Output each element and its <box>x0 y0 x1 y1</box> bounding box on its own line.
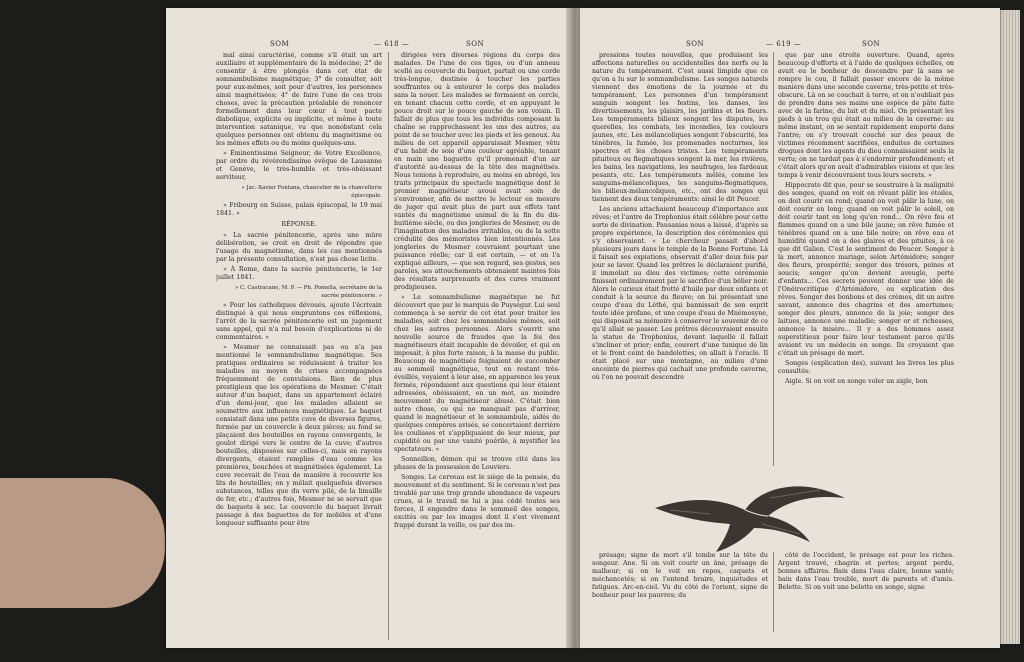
paragraph: » Éminentissime Seigneur, de Votre Excellence, par ordre du révérendissime évêque de Lausanne et Genève, le très-humble et très-obéissant serviteur, <box>216 150 382 181</box>
column-rule <box>388 52 389 640</box>
left-column-1 <box>216 52 382 640</box>
entry-songes: Songes. Le cerveau est le siège de la pensée, du mouvement et du sentiment. Si le cerveau n'est pas troublé par une trop grande abondance de vapeurs crues, si le travail ne lui a pas cédé toutes ses forces, il engendre dans le sommeil des songes, excités ou par les images dont il s'est vivement frappé durant la veille, ou par des im- <box>394 474 560 529</box>
paragraph: « Pour les catholiques dévoués, ajoute l'écrivain distingué à qui nous empruntons ces réflexions, l'arrêt de la sacrée pénitencerie est un jugement sans appel, qui n'a nul besoin d'explications ni de commentaires. » <box>216 302 382 341</box>
paragraph: présage; signe de mort s'il tombe sur la tête du songeur. Ane. Si on voit courir un âne, présage de malheur; si on le voit en repos, caquets et méchancetés; si on l'entend braire, inquiétudes et fatigues. Arc-en-ciel. Vu du côté de l'orient, signe de bonheur pour les pauvres; du <box>592 552 768 599</box>
paragraph: Les anciens attachaient beaucoup d'importance aux rêves; et l'antre de Trophonius était célèbre pour cette sorte de divination. Pausanias nous a laissé, d'après sa propre expérience, la description des cérémonies qui s'y observaient. « Le chercheur passait d'abord plusieurs jours dans le temple de la Bonne Fortune. Là il faisait ses expiations, observait d'aller deux fois par jour se laver. Quand les prêtres le déclaraient purifié, il immolait au dieu des victimes; cette cérémonie finissait ordinairement par le sacrifice d'un bélier noir. Alors le curieux était frotté d'huile par deux enfants et conduit à la source du fleuve; on lui présentait une coupe d'eau du Léthé, qui bannissait de son esprit toute idée profane, et une coupe d'eau de Mnémosyne, qui disposait sa mémoire à conserver le souvenir de ce qu'il allait se passer. Les prêtres découvraient ensuite la statue de Trophonius, devant laquelle il fallait s'incliner et prier; enfin, couvert d'une tunique de lin et le front ceint de bandelettes, on allait à l'oracle. Il était placé sur une montagne, au milieu d'une enceinte de pierres qui cachait une profonde caverne, où l'on ne pouvait descendre <box>592 206 768 381</box>
paragraph: que par une étroite ouverture. Quand, après beaucoup d'efforts et à l'aide de quelques échelles, on avait eu le bonheur de descendre par là sans se rompre le cou, il fallait passer encore de la même manière dans une seconde caverne, très-petite et très-obscure. Là on se couchait à terre, et on n'oubliait pas de prendre dans ses mains une espèce de pâte faite avec de la farine, du lait et du miel. On présentait les pieds à un trou qui était au milieu de la caverne: au même instant, on se sentait rapidement emporté dans l'antre; on s'y trouvait couché sur des peaux de victimes récemment sacrifiées, enduites de certaines drogues dont les agents du dieu connaissaient seuls la vertu; on ne tardait pas à s'endormir profondément; et c'était alors qu'on avait d'admirables visions et que les temps à venir découvraient tous leurs secrets. » <box>778 52 954 179</box>
signature-line: » Jac.-Xavier Fontana, chancelier de la chancellerie épiscopale. <box>241 185 382 199</box>
right-running-head-left: SON <box>686 40 705 48</box>
eagle-illustration <box>650 468 850 556</box>
left-running-head-right: SON <box>466 40 485 48</box>
paragraph: » Mesmer ne connaissait pas ou n'a pas mentionné le somnambulisme magnétique. Ses pratiques ordinaires se réduisaient à traiter les maladies au moyen de crises accompagnées fréquemment de convulsions. Rien de plus prestigieux que les opérations de Mesmer. C'était autour d'un baquet, dans un appartement éclairé d'un demi-jour, que les malades allaient se soumettre aux influences magnétiques. Le baquet consistait dans une petite cuve de diverses figures, fermée par un couvercle à deux pièces; au fond se plaçaient des bouteilles en rayons convergents, le goulot dirigé vers le centre de la cuve; d'autres bouteilles, disposées sur celles-ci, mais en rayons divergents, étaient remplies d'eau comme les premières, bouchées et magnétisées également. La cuve recevait de l'eau de manière à recouvrir les lits de bouteilles; on y mêlait quelquefois diverses substances, telles que du verre pilé, de la limaille de fer, etc.; d'autres fois, Mesmer ne se servait que de baquets à sec. Le couvercle du baquet livrait passage à des baguettes de fer mobiles et d'une longueur suffisante pour être <box>216 344 382 527</box>
left-column-2 <box>394 52 560 640</box>
column-rule <box>773 552 774 632</box>
page-edges <box>998 10 1020 644</box>
signature-line: » C. Castracane, M. P. — Ph. Pomella, secrétaire de la sacrée pénitencerie. » <box>235 285 382 299</box>
paragraph: » Le somnambulisme magnétique ne fut découvert que par le marquis de Puységur. Lui seul commença à se servir de cet état pour traiter les maladies, soit chez les somnambules mêmes, soit chez les autres personnes. Alors s'ouvrit une nouvelle source de fraudes que la foi des magnétiseurs était incapable de dévoiler, et qui en imposait, à plus forte raison, à la masse du public. Beaucoup de magnétisés feignaient de succomber au sommeil magnétique, tout en restant très-éveillés, voyaient à leur aise, en apparence les yeux fermés, répondaient aux questions qui leur étaient adressées, obéissaient, en un mot, au moindre mouvement du magnétiseur abusé. C'était bien autre chose, ce qui ne manquait pas d'arriver, quand le magnétiseur et le somnambule, aidés de quelques compères avisés, se concertaient derrière les coulisses et s'appliquaient de leur mieux, par cupidité ou par une vanité puérile, à mystifier les spectateurs. » <box>394 294 560 453</box>
right-page-number: — 619 — <box>766 40 802 48</box>
entry-sonneillon: Sonneillon, démon qui se trouve cité dans les phases de la possession de Louviers. <box>394 456 560 471</box>
paragraph: côté de l'occident, le présage est pour les riches. Argent trouvé, chagrin et pertes; argent perdu, bonnes affaires. Bain dans l'eau claire, bonne santé; bain dans l'eau trouble, mort de parents et d'amis. Belette. Si on voit une belette en songe, signe <box>778 552 954 591</box>
paragraph: pressions toutes nouvelles, que produisent les affections naturelles ou accidentelles des nerfs ou la nature du tempérament. C'est aussi limpide que ce qu'on a lu sur le somnambulisme. Les songes naturels viennent des émotions de la journée et du tempérament. Les personnes d'un tempérament sanguin songent les festins, les danses, les divertissements, les plaisirs, les jardins et les fleurs. Les tempéraments bilieux songent les disputes, les querelles, les combats, les incendies, les couleurs jaunes, etc. Les mélancoliques songent l'obscurité, les ténèbres, la fumée, les promenades nocturnes, les spectres et les choses tristes. Les tempéraments pituiteux ou flegmatiques songent la mer, les rivières, les bains, les navigations, les naufrages, les fardeaux pesants, etc. Les tempéraments mêlés, comme les sanguins-mélancoliques, les sanguins-flegmatiques, les bilieux-mélancoliques, etc., ont des songes qui tiennent des deux tempéraments: ainsi le dit Peucer. <box>592 52 768 203</box>
paragraph: Hippocrate dit que, pour se soustraire à la malignité des songes, quand on voit en rêvant pâlir les étoiles, on doit courir en rond; quand on voit pâlir la lune, on doit courir en long; quand on voit pâlir le soleil, on doit courir tant en long qu'en rond... On rêve feu et flammes quand on a une bile jaune; on rêve fumée et ténèbres quand on a une bile noire; on rêve eau et humidité quand on a des glaires et des pituites, à ce que dit Galien. C'est le sentiment de Peucer. Songer à la mort, annonce mariage, selon Artémidore; songer des fleurs, prospérité; songer des trésors, peines et soucis; songer qu'on devient aveugle, perte d'enfants... Ces secrets peuvent donner une idée de l'Onéirocritique d'Artémidore, ou explication des rêves. Songer des bonbons et des crèmes, dit un autre savant, annonce des chagrins et des amertumes; songer des pleurs, annonce de la joie; songer des laitues, annonce une maladie; songer or et richesses, annonce la misère... Il y a des hommes assez superstitieux pour faire leur testament parce qu'ils avaient vu un médecin en songe. Ils croyaient que c'était un présage de mort. <box>778 182 954 357</box>
right-bottom-column-1 <box>592 552 768 632</box>
paragraph: » À Rome, dans la sacrée pénitencerie, le 1er juillet 1841. <box>216 266 382 281</box>
paragraph: « La sacrée pénitencerie, après une mûre délibération, se croit en droit de répondre que l'usage du magnétisme, dans les cas mentionnés par la présente consultation, n'est pas chose licite. <box>216 232 382 263</box>
thumb <box>0 478 165 608</box>
paragraph: mal ainsi caractérisé, comme s'il était un art auxiliaire et supplémentaire de la médecine; 2° de consentir à être plongés dans cet état de somnambulisme magnétique; 3° de consulter, soit pour eux-mêmes, soit pour d'autres, les personnes ainsi magnétisées; 4° de faire l'une de ces trois choses, avec la précaution préalable de renoncer formellement dans leur cœur à tout pacte diabolique, explicite ou implicite, et même à toute intervention satanique, vu que nonobstant cela quelques personnes ont obtenu du magnétisme ou les mêmes effets ou du moins quelques-uns. <box>216 52 382 147</box>
right-column-2 <box>778 52 954 466</box>
entry-songes-explication: Songes (explication des), suivant les livres les plus consultés: <box>778 360 954 375</box>
column-rule <box>773 52 774 466</box>
right-running-head-right: SON <box>862 40 881 48</box>
right-bottom-column-2 <box>778 552 954 632</box>
right-column-1 <box>592 52 768 466</box>
left-running-head-left: SOM <box>270 40 290 48</box>
section-heading: RÉPONSE. <box>281 221 317 228</box>
left-page-number: — 618 — <box>374 40 410 48</box>
left-page <box>166 8 570 648</box>
paragraph: dirigées vers diverses régions du corps des malades. De l'une de ces tiges, ou d'un anneau scellé au couvercle du baquet, partait ou une corde très-longue, destinée à toucher les parties souffrantes ou à entourer le corps des malades sans la nouer. Les malades se formaient en cercle, en tenant chacun cette corde, et en appuyant le pouce droit sur le pouce gauche de son voisin. Il fallait de plus que tous les individus composant la chaîne se rapprochassent les uns des autres, au point de se toucher avec les pieds et les genoux. Au milieu de cet appareil apparaissait Mesmer, vêtu d'un habit de soie d'une couleur agréable, tenant en main une baguette qu'il promenait d'un air d'autorité au-dessus de la tête des magnétisés. Nous tenions à reproduire, au moins en abrégé, les traits principaux du spectacle magnétique dont le premier magnétiseur avoué avait soin de s'environner, afin de mettre le lecteur en mesure de juger qui avait plus de part aux effets tant vantés du magnétisme animal de la fin du dix-huitième siècle, ou des jongleries de Mesmer, ou de l'imagination des malades irritables, ou de la sotte crédulité des mémoristes bien intentionnés. Les jongleries de Mesmer couvraient pourtant une puissance réelle; car il est certain, — et on l'a expliqué ailleurs, — que son regard, ses gestes, ses paroles, ses attouchements obtenaient maintes fois des résultats surprenants et des cures vraiment prodigieuses. <box>394 52 560 291</box>
paragraph: » Fribourg en Suisse, palais épiscopal, le 19 mai 1841. » <box>216 202 382 217</box>
entry-aigle: Aigle. Si on voit en songe voler un aigle, bon <box>785 378 928 385</box>
